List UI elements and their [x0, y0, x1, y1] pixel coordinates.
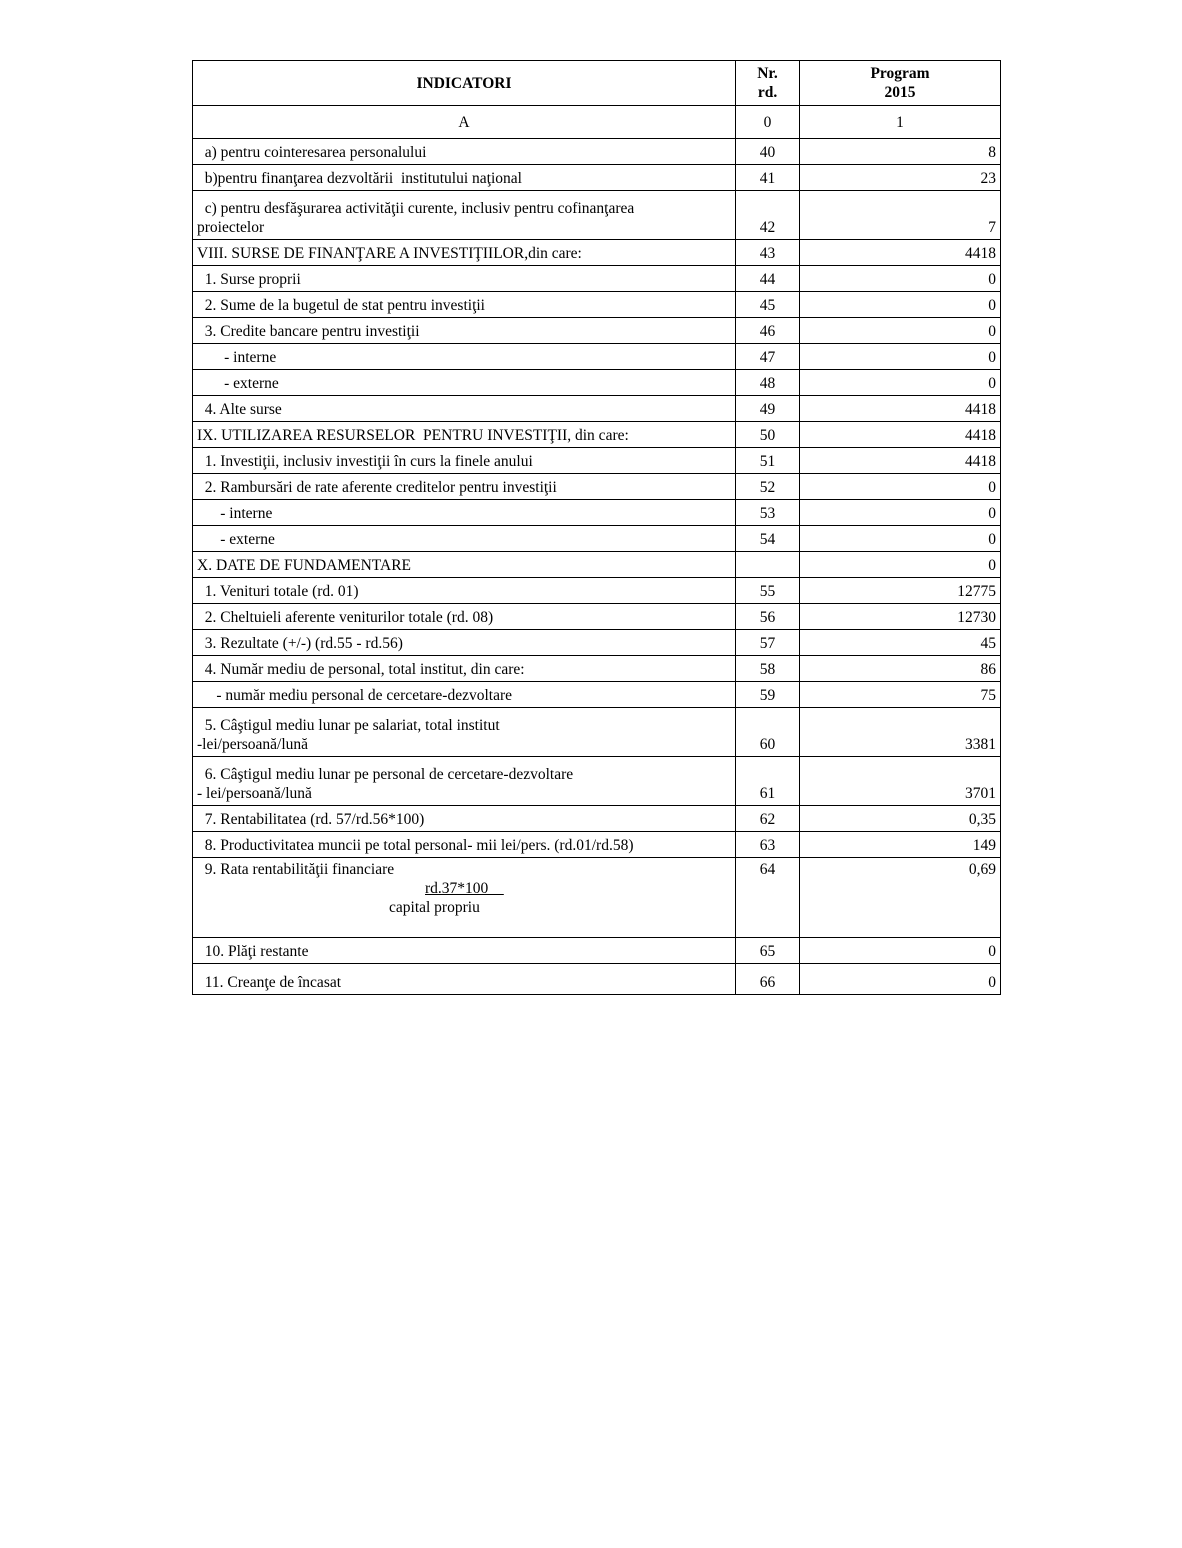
row-label: - interne: [193, 344, 736, 370]
row-label: 4. Alte surse: [193, 396, 736, 422]
row-value: 0: [800, 552, 1001, 578]
row-number: 42: [736, 191, 800, 240]
table-row: [193, 578, 1001, 604]
ratio-denominator: capital propriu: [389, 899, 480, 916]
table-row-ratio: [193, 858, 1001, 938]
row-number: 49: [736, 396, 800, 422]
row-value: 7: [800, 191, 1001, 240]
row-label: b)pentru finanţarea dezvoltării institutului naţional: [193, 165, 736, 191]
table-row: [193, 292, 1001, 318]
row-label: - interne: [193, 500, 736, 526]
header-nr-line1: Nr.: [757, 65, 778, 82]
row-value: 12775: [800, 578, 1001, 604]
row-value: 3381: [800, 708, 1001, 757]
table-body-tail: [193, 858, 1001, 995]
row-label: 11. Creanţe de încasat: [193, 964, 736, 995]
table-row: [193, 708, 1001, 757]
row-label: 7. Rentabilitatea (rd. 57/rd.56*100): [193, 806, 736, 832]
row-label: - număr mediu personal de cercetare-dezvoltare: [193, 682, 736, 708]
column-letter-0: 0: [736, 106, 800, 139]
row-number: 62: [736, 806, 800, 832]
row-number: 61: [736, 757, 800, 806]
row-number: 41: [736, 165, 800, 191]
row-number: 65: [736, 938, 800, 964]
row-label: 1. Venituri totale (rd. 01): [193, 578, 736, 604]
row-label: - externe: [193, 526, 736, 552]
row-label: 6. Câştigul mediu lunar pe personal de cercetare-dezvoltare - lei/persoană/lună: [193, 757, 736, 806]
header-row-number: [736, 61, 800, 106]
ratio-label: 9. Rata rentabilităţii financiare: [197, 861, 395, 878]
table-row: [193, 682, 1001, 708]
ratio-label-cell: [193, 858, 736, 938]
header-nr-line2: rd.: [757, 84, 778, 101]
table-row: [193, 318, 1001, 344]
row-value: 149: [800, 832, 1001, 858]
table-row: [193, 191, 1001, 240]
table-row: [193, 500, 1001, 526]
row-label: c) pentru desfăşurarea activităţii curente, inclusiv pentru cofinanţarea proiectelor: [193, 191, 736, 240]
row-number: 55: [736, 578, 800, 604]
table-row: [193, 656, 1001, 682]
row-label: a) pentru cointeresarea personalului: [193, 139, 736, 165]
row-value: 75: [800, 682, 1001, 708]
row-value: 0: [800, 292, 1001, 318]
row-number: 53: [736, 500, 800, 526]
row-number: 60: [736, 708, 800, 757]
row-value: 0,35: [800, 806, 1001, 832]
row-label: 3. Credite bancare pentru investiţii: [193, 318, 736, 344]
row-number: 47: [736, 344, 800, 370]
table-row: [193, 964, 1001, 995]
row-number: 51: [736, 448, 800, 474]
table-row: [193, 422, 1001, 448]
row-number: 52: [736, 474, 800, 500]
row-number: [736, 552, 800, 578]
table-row: [193, 630, 1001, 656]
row-label: VIII. SURSE DE FINANŢARE A INVESTIŢIILOR,din care:: [193, 240, 736, 266]
row-number: 54: [736, 526, 800, 552]
row-label: 8. Productivitatea muncii pe total personal- mii lei/pers. (rd.01/rd.58): [193, 832, 736, 858]
row-value: 86: [800, 656, 1001, 682]
ratio-row-number: 64: [736, 858, 800, 938]
table-row: [193, 938, 1001, 964]
row-value: 0: [800, 344, 1001, 370]
table-body: [193, 139, 1001, 858]
table-row: [193, 139, 1001, 165]
column-letters-row: [193, 106, 1001, 139]
row-label: 1. Surse proprii: [193, 266, 736, 292]
ratio-numerator: rd.37*100: [425, 880, 504, 897]
row-value: 23: [800, 165, 1001, 191]
table-row: [193, 165, 1001, 191]
header-row: [193, 61, 1001, 106]
row-number: 43: [736, 240, 800, 266]
ratio-value: 0,69: [800, 858, 1001, 938]
row-number: 50: [736, 422, 800, 448]
table-row: [193, 832, 1001, 858]
row-value: 4418: [800, 422, 1001, 448]
row-label: 3. Rezultate (+/-) (rd.55 - rd.56): [193, 630, 736, 656]
row-label: 4. Număr mediu de personal, total institut, din care:: [193, 656, 736, 682]
row-number: 45: [736, 292, 800, 318]
row-number: 40: [736, 139, 800, 165]
row-value: 4418: [800, 396, 1001, 422]
header-program-line2: 2015: [884, 84, 916, 101]
row-label: X. DATE DE FUNDAMENTARE: [193, 552, 736, 578]
row-label: 2. Cheltuieli aferente veniturilor totale (rd. 08): [193, 604, 736, 630]
row-label: 2. Rambursări de rate aferente creditelor pentru investiţii: [193, 474, 736, 500]
row-number: 63: [736, 832, 800, 858]
row-number: 44: [736, 266, 800, 292]
row-value: 3701: [800, 757, 1001, 806]
row-label: - externe: [193, 370, 736, 396]
table-row: [193, 370, 1001, 396]
table-row: [193, 757, 1001, 806]
row-value: 0: [800, 266, 1001, 292]
table-row: [193, 552, 1001, 578]
row-label: IX. UTILIZAREA RESURSELOR PENTRU INVESTIŢII, din care:: [193, 422, 736, 448]
header-program: [800, 61, 1001, 106]
header-program-line1: Program: [870, 65, 930, 82]
row-value: 0: [800, 938, 1001, 964]
row-number: 56: [736, 604, 800, 630]
table-row: [193, 474, 1001, 500]
table-row: [193, 604, 1001, 630]
row-label: 2. Sume de la bugetul de stat pentru investiţii: [193, 292, 736, 318]
row-value: 4418: [800, 240, 1001, 266]
indicators-table: [192, 60, 1001, 995]
table-row: [193, 448, 1001, 474]
row-value: 0: [800, 318, 1001, 344]
row-value: 0: [800, 370, 1001, 396]
row-number: 46: [736, 318, 800, 344]
row-value: 8: [800, 139, 1001, 165]
table-row: [193, 344, 1001, 370]
row-label: 5. Câştigul mediu lunar pe salariat, total institut -lei/persoană/lună: [193, 708, 736, 757]
column-letter-a: A: [193, 106, 736, 139]
row-value: 45: [800, 630, 1001, 656]
table-row: [193, 806, 1001, 832]
row-number: 59: [736, 682, 800, 708]
row-number: 58: [736, 656, 800, 682]
row-number: 48: [736, 370, 800, 396]
column-letter-1: 1: [800, 106, 1001, 139]
table-row: [193, 396, 1001, 422]
row-value: 4418: [800, 448, 1001, 474]
row-value: 0: [800, 474, 1001, 500]
table-row: [193, 240, 1001, 266]
row-value: 0: [800, 964, 1001, 995]
header-indicator: INDICATORI: [193, 61, 736, 106]
indicators-sheet: [192, 60, 1000, 995]
table-row: [193, 266, 1001, 292]
row-number: 66: [736, 964, 800, 995]
row-value: 12730: [800, 604, 1001, 630]
row-label: 10. Plăţi restante: [193, 938, 736, 964]
row-number: 57: [736, 630, 800, 656]
row-label: 1. Investiţii, inclusiv investiţii în curs la finele anului: [193, 448, 736, 474]
row-value: 0: [800, 500, 1001, 526]
table-row: [193, 526, 1001, 552]
row-value: 0: [800, 526, 1001, 552]
